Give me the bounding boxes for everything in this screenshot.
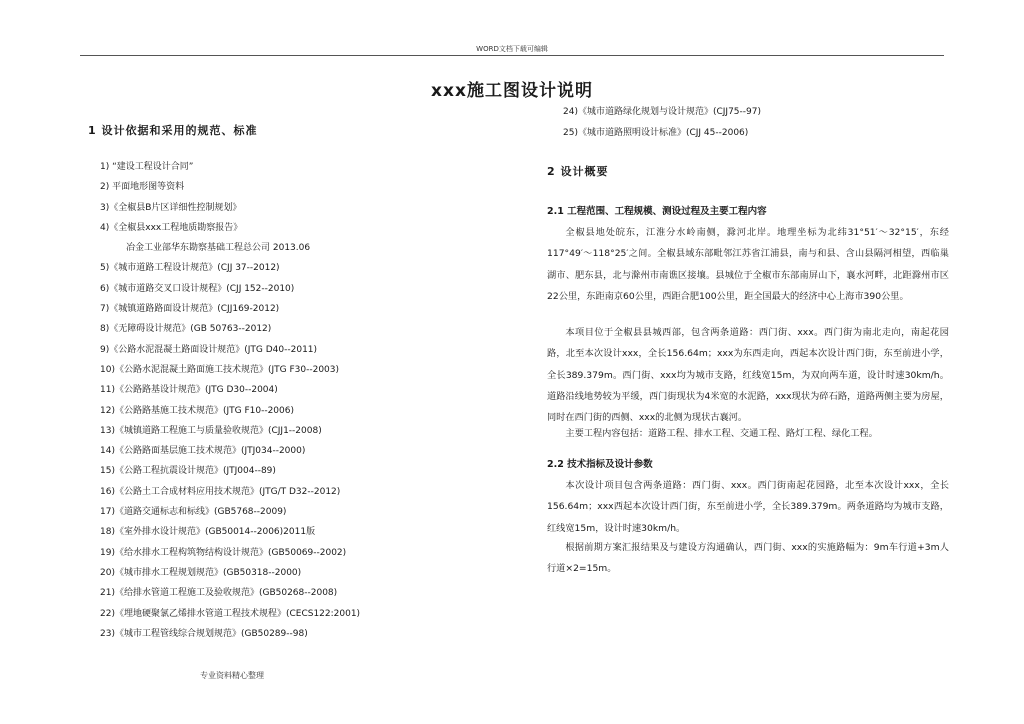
list-item: 20)《城市排水工程规划规范》(GB50318--2000) xyxy=(100,567,302,578)
list-item: 21)《给排水管道工程施工及验收规范》(GB50268--2008) xyxy=(100,588,338,599)
list-item: 18)《室外排水设计规范》(GB50014--2006)2011版 xyxy=(100,527,316,538)
list-item: 19)《给水排水工程构筑物结构设计规范》(GB50069--2002) xyxy=(100,547,347,558)
list-item: 25)《城市道路照明设计标准》(CJJ 45--2006) xyxy=(563,128,749,138)
list-item: 3)《全椒县B片区详细性控制规划》 xyxy=(100,202,242,213)
list-item: 8)《无障碍设计规范》(GB 50763--2012) xyxy=(100,324,272,335)
list-item: 15)《公路工程抗震设计规范》(JTJ004--89) xyxy=(100,466,276,477)
reference-list-continued xyxy=(563,102,761,144)
subsection-2-1-heading: 2.1 工程范围、工程规模、测设过程及主要工程内容 xyxy=(547,206,767,217)
list-item: 24)《城市道路绿化规划与设计规范》(CJJ75--97) xyxy=(563,107,761,117)
list-item: 14)《公路路面基层施工技术规范》(JTJ034--2000) xyxy=(100,446,306,457)
header-divider xyxy=(80,55,944,56)
document-title: xxx施工图设计说明 xyxy=(431,81,593,101)
paragraph: 本项目位于全椒县县城西部，包含两条道路：西门街、xxx。西门街为南北走向，南起花园路，北至本次设计xxx，全长156.64m；xxx为东西走向，西起本次设计西门街，东至前进小学，全长389.379m。西门街、xxx均为城市支路，红线宽15m，为双向两车道，设计时速30km/h。道路沿线地势较为平缓，西门街现状为4米宽的水泥路，xxx现状为碎石路，道路两侧主要为房屋，同时在西门街的西侧、xxx的北侧为现状古襄河。 xyxy=(547,327,949,424)
list-item: 1) “建设工程设计合同” xyxy=(100,162,194,172)
list-item: 5)《城市道路工程设计规范》(CJJ 37--2012) xyxy=(100,263,280,274)
list-item: 4)《全椒县xxx工程地质勘察报告》 xyxy=(100,222,243,233)
list-item: 冶金工业部华东勘察基础工程总公司 2013.06 xyxy=(126,243,311,254)
list-item: 7)《城镇道路路面设计规范》(CJJ169-2012) xyxy=(100,304,280,315)
paragraph: 本次设计项目包含两条道路：西门街、xxx。西门街南起花园路，北至本次设计xxx，全长156.64m；xxx西起本次设计西门街，东至前进小学，全长389.379m。两条道路均为城市支路，红线宽15m，设计时速30km/h。 xyxy=(547,480,949,534)
list-item: 13)《城镇道路工程施工与质量验收规范》(CJJ1--2008) xyxy=(100,425,322,436)
footer-note: 专业资料精心整理 xyxy=(200,671,264,680)
list-item: 16)《公路土工合成材料应用技术规范》(JTG/T D32--2012) xyxy=(100,486,341,497)
section-1-heading: 1 设计依据和采用的规范、标准 xyxy=(88,124,258,137)
header-note: WORD文档下载可编辑 xyxy=(476,45,548,53)
list-item: 2) 平面地形图等资料 xyxy=(100,182,185,193)
list-item: 17)《道路交通标志和标线》(GB5768--2009) xyxy=(100,507,287,518)
list-item: 22)《埋地硬聚氯乙烯排水管道工程技术规程》(CECS122:2001) xyxy=(100,608,361,619)
list-item: 11)《公路路基设计规范》(JTG D30--2004) xyxy=(100,385,278,396)
paragraph: 全椒县地处皖东，江淮分水岭南侧，滁河北岸。地理坐标为北纬31°51′～32°15′，东经117°49′～118°25′之间。全椒县域东部毗邻江苏省江浦县，南与和县、含山县隔河相望，西临巢湖市、肥东县，北与滁州市南谯区接壤。县城位于全椒市东部南屏山下，襄水河畔，北距滁州市区22公里，东距南京60公里，西距合肥100公里，距全国最大的经济中心上海市390公里。 xyxy=(547,227,949,302)
paragraph: 主要工程内容包括：道路工程、排水工程、交通工程、路灯工程、绿化工程。 xyxy=(565,428,878,439)
list-item: 12)《公路路基施工技术规范》(JTG F10--2006) xyxy=(100,405,295,416)
list-item: 9)《公路水泥混凝土路面设计规范》(JTG D40--2011) xyxy=(100,344,318,355)
list-item: 23)《城市工程管线综合规划规范》(GB50289--98) xyxy=(100,628,308,639)
list-item: 6)《城市道路交叉口设计规程》(CJJ 152--2010) xyxy=(100,283,295,294)
reference-list xyxy=(100,157,540,644)
list-item: 10)《公路水泥混凝土路面施工技术规范》(JTG F30--2003) xyxy=(100,364,340,375)
section-2-heading: 2 设计概要 xyxy=(547,165,609,178)
paragraph: 根据前期方案汇报结果及与建设方沟通确认，西门街、xxx的实施路幅为：9m车行道+3m人行道×2=15m。 xyxy=(547,542,949,575)
subsection-2-2-heading: 2.2 技术指标及设计参数 xyxy=(547,459,653,470)
